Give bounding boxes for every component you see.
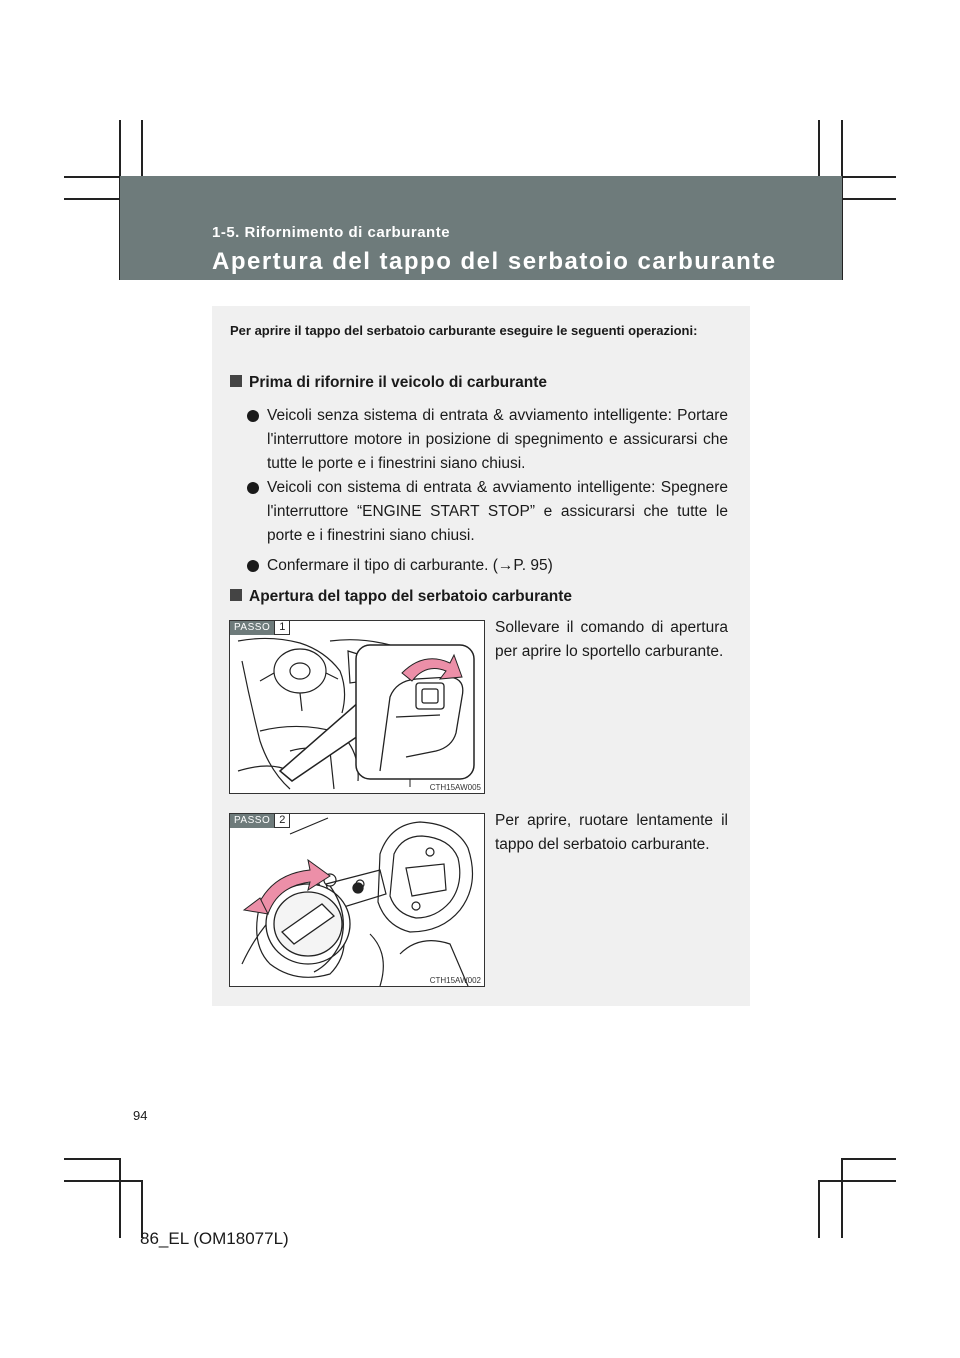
step-badge-number: 1 xyxy=(274,621,290,635)
round-bullet-icon xyxy=(247,482,259,494)
document-code: 86_EL (OM18077L) xyxy=(140,1229,289,1248)
section-heading xyxy=(230,588,572,606)
crop-mark xyxy=(64,1180,143,1182)
step-1-text: Sollevare il comando di apertura per aprire lo sportello carburante. xyxy=(495,619,728,660)
step-2-figure xyxy=(229,813,485,987)
intro-text: Per aprire il tappo del serbatoio carburante eseguire le seguenti operazioni: xyxy=(230,323,698,338)
step-badge-number: 2 xyxy=(274,814,290,828)
section-heading-label: Prima di rifornire il veicolo di carburante xyxy=(249,374,548,391)
page-number: 94 xyxy=(133,1108,148,1123)
square-bullet-icon xyxy=(230,375,242,387)
section-heading-label: Apertura del tappo del serbatoio carburante xyxy=(249,588,572,605)
fuel-cap-illustration xyxy=(230,814,484,986)
bullet-text: Confermare il tipo di carburante. (→P. 95) xyxy=(267,557,553,574)
crop-mark xyxy=(64,1158,121,1160)
figure-code: CTH15AW002 xyxy=(429,976,481,985)
crop-mark xyxy=(64,198,120,200)
crop-mark xyxy=(119,1158,121,1238)
bullet-text: Veicoli con sistema di entrata & avviamento intelligente: Spegnere l'interruttore “ENGINE START STOP” e assicurarsi che tutte le porte e i finestrini siano chiusi. xyxy=(267,479,728,544)
crop-mark xyxy=(841,1158,843,1238)
step-badge-word: PASSO xyxy=(230,621,274,635)
crop-mark xyxy=(841,1158,896,1160)
crop-mark xyxy=(818,1180,896,1182)
figure-code: CTH15AW005 xyxy=(429,783,481,792)
step-1-figure xyxy=(229,620,485,794)
step-badge xyxy=(230,621,290,635)
crop-mark xyxy=(842,198,896,200)
step-badge-word: PASSO xyxy=(230,814,274,828)
bullet-text: Veicoli senza sistema di entrata & avviamento intelligente: Portare l'interruttore motore in posizione di spegnimento e assicurarsi che tutte le porte e i finestrini siano chiusi. xyxy=(267,407,728,472)
fuel-door-opener-illustration xyxy=(230,621,484,793)
section-label: 1-5. Rifornimento di carburante xyxy=(212,224,451,241)
square-bullet-icon xyxy=(230,589,242,601)
step-badge xyxy=(230,814,290,828)
page-title: Apertura del tappo del serbatoio carburante xyxy=(212,248,777,275)
crop-mark xyxy=(818,1180,820,1238)
section-heading xyxy=(230,374,547,392)
round-bullet-icon xyxy=(247,560,259,572)
round-bullet-icon xyxy=(247,410,259,422)
step-2-text: Per aprire, ruotare lentamente il tappo del serbatoio carburante. xyxy=(495,812,728,853)
